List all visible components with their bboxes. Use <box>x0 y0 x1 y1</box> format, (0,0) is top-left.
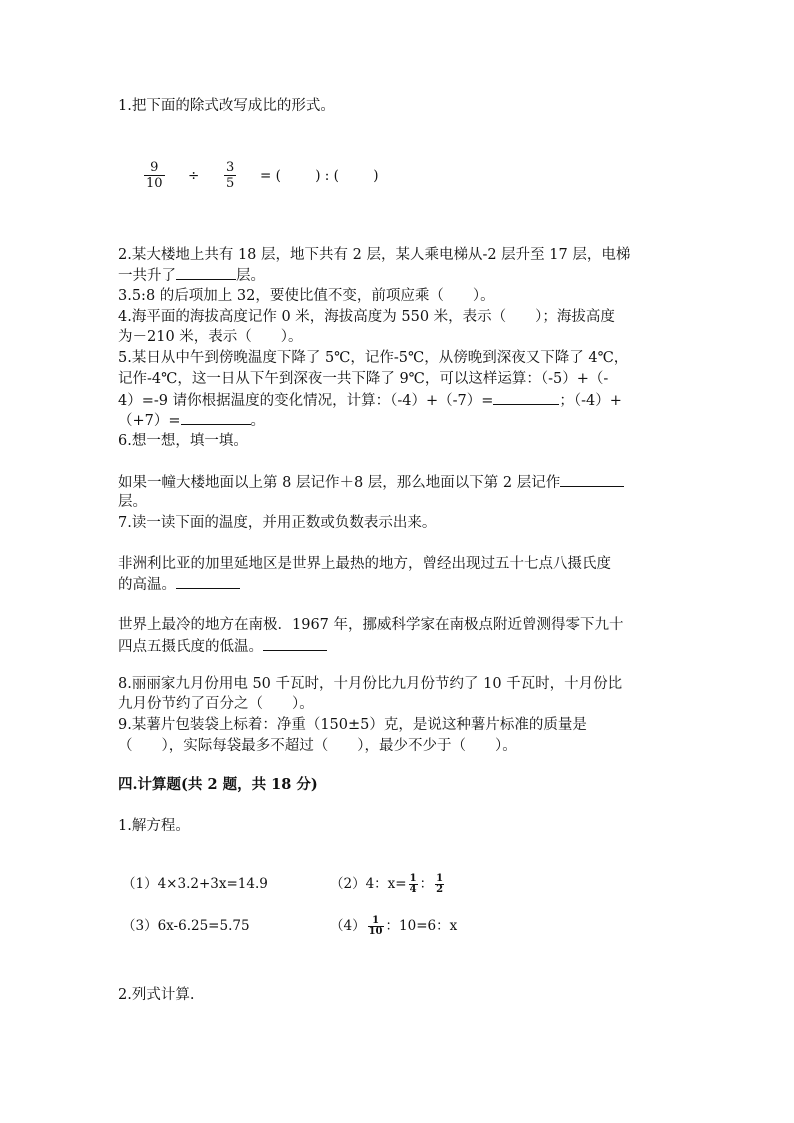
q7-p2-line2-text: 四点五摄氏度的低温。 <box>118 639 263 655</box>
q5-line3-suffix: ；（-4）+ <box>559 393 622 409</box>
q6-line1-text: 如果一幢大楼地面以上第 8 层记作＋8 层，那么地面以下第 2 层记作 <box>118 475 561 491</box>
calc1-equation-1: （1）4×3.2+3x=14.9 <box>122 876 268 892</box>
calc1-eq2-frac1-num: 1 <box>409 873 417 884</box>
calc1-eq2-fraction-2 <box>435 874 444 895</box>
calc1-eq2-frac2-num: 1 <box>436 873 444 884</box>
calc1-equation-3: （3）6x-6.25=5.75 <box>122 918 250 934</box>
calc1-eq4-suffix: ：10=6：x <box>385 918 458 934</box>
q2-line1: 2.某大楼地上共有 18 层，地下共有 2 层，某人乘电梯从-2 层升至 17 层，电梯 <box>118 247 631 263</box>
q5-line1: 5.某日从中午到傍晚温度下降了 5℃，记作-5℃，从傍晚到深夜又下降了 4℃， <box>118 350 629 366</box>
q5-answer-blank-2[interactable] <box>181 410 251 425</box>
q3-line1: 3.5:8 的后项加上 32，要使比值不变，前项应乘（ ）。 <box>118 288 495 304</box>
q1-frac2-denominator: 5 <box>226 176 235 191</box>
q5-line2: 记作-4℃，这一日从下午到深夜一共下降了 9℃，可以这样运算：（-5）+（- <box>118 371 609 387</box>
q6-answer-blank[interactable] <box>560 472 624 487</box>
q9-line2: （ ），实际每袋最多不超过（ ），最少不少于（ ）。 <box>118 738 517 754</box>
q2-line2-suffix: 层。 <box>236 268 265 284</box>
q7-title: 7.读一读下面的温度，并用正数或负数表示出来。 <box>118 515 437 531</box>
calc1-eq4-fraction <box>368 916 384 937</box>
q7-p2-line1: 世界上最冷的地方在南极．1967 年，挪威科学家在南极点附近曾测得零下九十 <box>118 617 624 633</box>
q1-title: 1.把下面的除式改写成比的形式。 <box>118 98 335 114</box>
q5-line3-text: 4）=-9 请你根据温度的变化情况，计算：（-4）+（-7）= <box>118 393 494 409</box>
q7-answer-blank-2[interactable] <box>263 636 327 651</box>
q7-answer-blank-1[interactable] <box>176 574 240 589</box>
q2-line2-text: 一共升了 <box>118 268 176 284</box>
q7-p2-line2 <box>118 636 327 657</box>
q1-frac1-denominator: 10 <box>146 176 163 191</box>
calc1-eq4-frac-den: 10 <box>368 926 383 937</box>
calc2-title: 2.列式计算. <box>118 987 195 1003</box>
q5-line4-suffix: 。 <box>250 413 266 429</box>
q7-p1-line1: 非洲利比亚的加里延地区是世界上最热的地方，曾经出现过五十七点八摄氏度 <box>118 556 611 572</box>
calc1-equation-2 <box>330 874 446 895</box>
q2-answer-blank[interactable] <box>176 265 236 280</box>
calc1-eq2-fraction-1 <box>409 874 418 895</box>
calc1-eq4-frac-num: 1 <box>368 916 384 927</box>
q8-line2: 九月份节约了百分之（ ）。 <box>118 696 314 712</box>
q8-line1: 8.丽丽家九月份用电 50 千瓦时，十月份比九月份节约了 10 千瓦时，十月份比 <box>118 676 623 692</box>
q1-divide-sign: ÷ <box>188 168 200 184</box>
q2-line2 <box>118 265 265 286</box>
q5-line4 <box>118 410 265 431</box>
calc1-eq2-frac1-den: 4 <box>409 884 417 895</box>
q9-line1: 9.某薯片包装袋上标着：净重（150±5）克，是说这种薯片标准的质量是 <box>118 717 587 733</box>
q1-frac1-numerator: 9 <box>144 160 165 176</box>
q1-fraction-9-10 <box>144 160 165 191</box>
q7-p1-line2-text: 的高温。 <box>118 577 176 593</box>
calc1-eq2-text: （2）4：x= <box>330 876 407 892</box>
q4-line1: 4.海平面的海拔高度记作 0 米，海拔高度为 550 米，表示（ ）；海拔高度 <box>118 309 615 325</box>
q6-line1 <box>118 472 624 493</box>
q5-answer-blank-1[interactable] <box>493 390 559 405</box>
calc1-equation-4 <box>330 916 457 937</box>
q6-line2: 层。 <box>118 494 147 510</box>
q1-frac2-numerator: 3 <box>226 160 235 175</box>
calc1-eq2-colon: ： <box>419 876 434 892</box>
q1-answer-ratio: = ( ) : ( ) <box>260 168 379 184</box>
calc1-eq4-prefix: （4） <box>330 918 366 934</box>
section4-heading: 四.计算题(共 2 题，共 18 分) <box>118 776 318 793</box>
q1-fraction-3-5 <box>224 160 236 191</box>
q7-p1-line2 <box>118 574 240 595</box>
q6-title: 6.想一想，填一填。 <box>118 433 248 449</box>
calc1-title: 1.解方程。 <box>118 818 190 834</box>
calc1-eq2-frac2-den: 2 <box>436 884 444 895</box>
q5-line4-text: （+7）= <box>118 413 181 429</box>
q5-line3 <box>118 390 622 411</box>
q4-line2: 为－210 米，表示（ ）。 <box>118 329 303 345</box>
